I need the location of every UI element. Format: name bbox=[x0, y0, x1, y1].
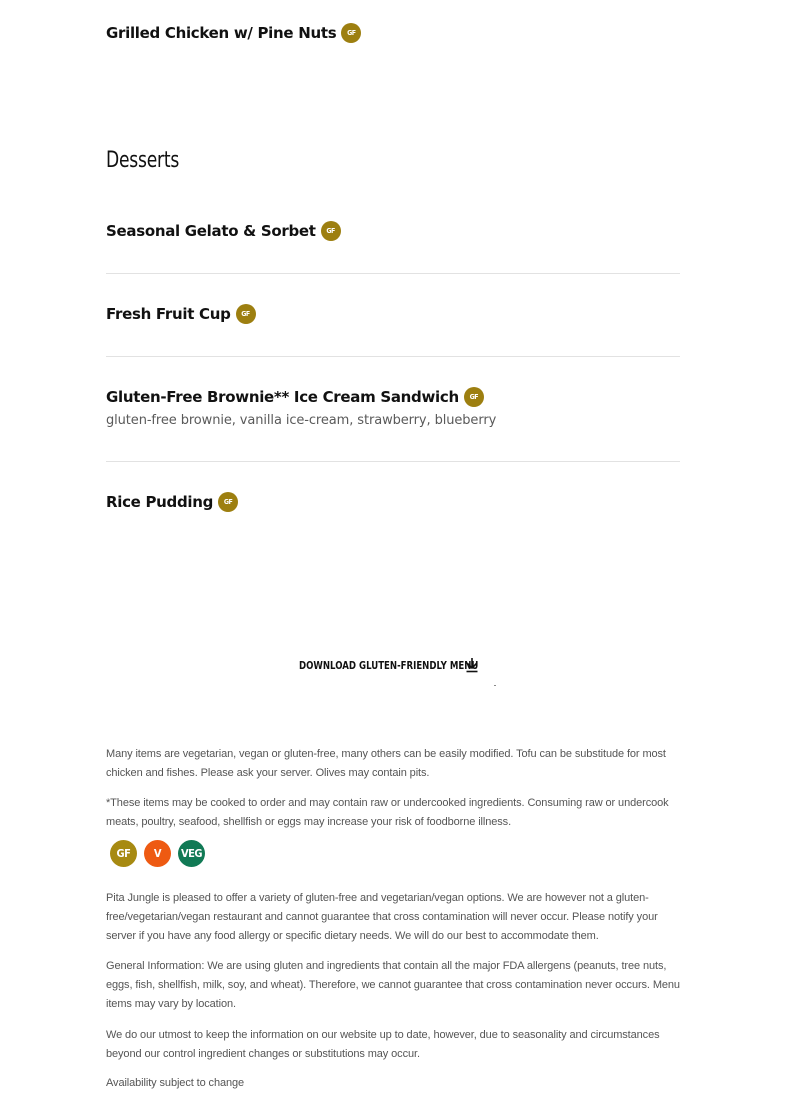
note-website-info: We do our utmost to keep the information on our website up to date, however, due to seasonality and circumstances beyond our control ingredient changes or substitutions may occur. bbox=[106, 1029, 660, 1060]
gluten-free-badge-icon: GF bbox=[236, 304, 256, 324]
menu-item bbox=[106, 387, 680, 428]
divider bbox=[106, 273, 680, 274]
item-name: Gluten-Free Brownie** Ice Cream Sandwich bbox=[106, 388, 459, 406]
note-cross-contamination: Pita Jungle is pleased to offer a variety of gluten-free and vegetarian/vegan options. We are however not a gluten-free/vegetarian/vegan restaurant and cannot guarantee that cross contamination will never occur. Please notify your server if you have any food allergy or specific dietary needs. We will do our best to accommodate them. bbox=[106, 892, 658, 942]
menu-item bbox=[106, 221, 680, 241]
divider bbox=[106, 356, 680, 357]
menu-item bbox=[106, 492, 680, 512]
divider bbox=[106, 461, 680, 462]
gluten-free-badge-icon: GF bbox=[341, 23, 361, 43]
note-modification: Many items are vegetarian, vegan or gluten-free, many others can be easily modified. Tofu can be substitude for most chicken and fishes. Please ask your server. Olives may contain pits. bbox=[106, 748, 666, 779]
menu-item bbox=[106, 304, 680, 324]
dietary-legend bbox=[110, 840, 212, 867]
gluten-free-badge-icon: GF bbox=[218, 492, 238, 512]
decorative-dot bbox=[494, 685, 496, 686]
download-menu-link[interactable] bbox=[299, 657, 479, 673]
item-name: Rice Pudding bbox=[106, 493, 214, 511]
note-availability: Availability subject to change bbox=[106, 1077, 245, 1089]
download-menu-label: DOWNLOAD GLUTEN-FRIENDLY MENU bbox=[299, 658, 479, 672]
item-description: gluten-free brownie, vanilla ice-cream, strawberry, blueberry bbox=[106, 413, 497, 428]
menu-item bbox=[106, 23, 680, 43]
note-raw-warning: *These items may be cooked to order and may contain raw or undercooked ingredients. Consuming raw or undercook meats, poultry, seafood, shellfish or eggs may increase your risk of foodborne illness. bbox=[106, 797, 669, 828]
gluten-free-badge-icon: GF bbox=[321, 221, 341, 241]
gluten-free-badge-icon: GF bbox=[464, 387, 484, 407]
item-name: Grilled Chicken w/ Pine Nuts bbox=[106, 24, 337, 42]
gluten-free-badge-icon: GF bbox=[110, 840, 137, 867]
section-title: Desserts bbox=[106, 148, 180, 173]
item-name: Seasonal Gelato & Sorbet bbox=[106, 222, 316, 240]
vegetarian-badge-icon: VEG bbox=[178, 840, 205, 867]
note-general-info: General Information: We are using gluten and ingredients that contain all the major FDA allergens (peanuts, tree nuts, eggs, fish, shellfish, milk, soy, and wheat). Therefore, we cannot guarantee that cross contamination never occurs. Menu items may vary by location. bbox=[106, 960, 680, 1010]
vegan-badge-icon: V bbox=[144, 840, 171, 867]
item-name: Fresh Fruit Cup bbox=[106, 305, 231, 323]
